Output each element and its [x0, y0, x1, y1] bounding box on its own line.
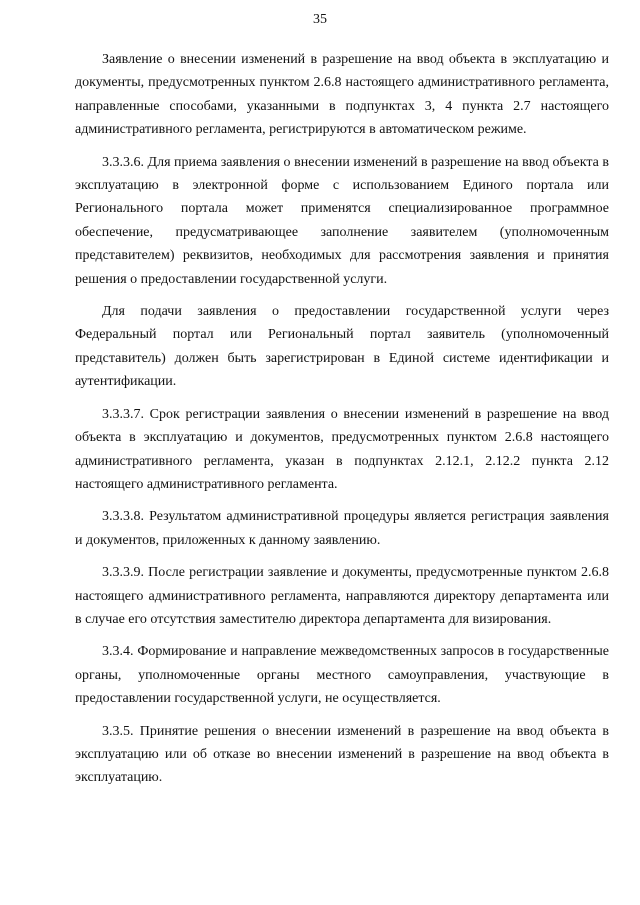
- paragraph-3-3-5: 3.3.5. Принятие решения о внесении изменений в разрешение на ввод объекта в эксплуатацию или об отказе во внесении изменений в разрешение на ввод объекта в эксплуатацию.: [75, 723, 609, 786]
- page-number: 35: [313, 12, 327, 27]
- paragraph-3-3-3-7: 3.3.3.7. Срок регистрации заявления о внесении изменений в разрешение на ввод объекта в эксплуатацию и документов, предусмотренных пунктом 2.6.8 настоящего административного регламента, указан в подпунктах 2.12.1, 2.12.2 пункта 2.12 настоящего административного регламента.: [75, 406, 609, 492]
- paragraph-3-3-3-6: 3.3.3.6. Для приема заявления о внесении изменений в разрешение на ввод объекта в эксплуатацию в электронной форме с использованием Единого портала или Регионального портала может применятся специализированное программное обеспечение, предусматривающее заполнение заявителем (уполномоченным представителем) реквизитов, необходимых для рассмотрения заявления и принятия решения о предоставлении государственной услуги.: [75, 154, 609, 287]
- paragraph-portal-registration: Для подачи заявления о предоставлении государственной услуги через Федеральный портал или Региональный портал заявитель (уполномоченный представитель) должен быть зарегистрирован в Единой системе идентификации и аутентификации.: [75, 304, 609, 390]
- paragraph-3-3-3-8: 3.3.3.8. Результатом административной процедуры является регистрация заявления и документов, приложенных к данному заявлению.: [75, 509, 609, 548]
- paragraph-registration-auto: Заявление о внесении изменений в разрешение на ввод объекта в эксплуатацию и документы, предусмотренных пунктом 2.6.8 настоящего административного регламента, направленные способами, указанными в подпунктах 3, 4 пункта 2.7 настоящего административного регламента, регистрируются в автоматическом режиме.: [75, 52, 609, 138]
- paragraph-3-3-3-9: 3.3.3.9. После регистрации заявление и документы, предусмотренные пунктом 2.6.8 настоящего административного регламента, направляются директору департамента или в случае его отсутствия заместителю директора департамента для визирования.: [75, 565, 609, 627]
- document-body: [75, 48, 609, 799]
- paragraph-3-3-4: 3.3.4. Формирование и направление межведомственных запросов в государственные органы, уполномоченные органы местного самоуправления, участвующие в предоставлении государственной услуги, не осуществляется.: [75, 644, 609, 707]
